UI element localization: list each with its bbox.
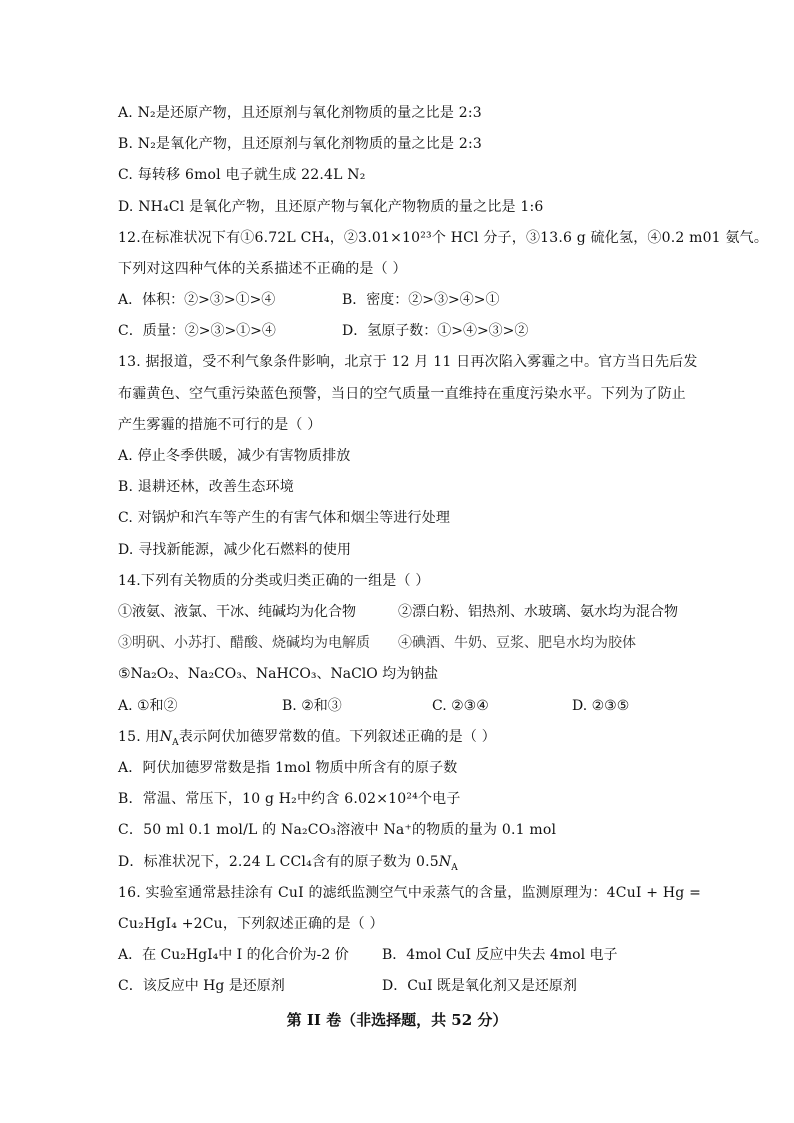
q15-option-b: B．常温、常压下，10 g H₂中约含 6.02×10²⁴个电子: [118, 791, 461, 807]
q12-option-c: C．质量：②>③>①>④: [118, 323, 276, 339]
q15-option-d: [118, 853, 458, 871]
q12-stem-line1: 12.在标准状况下有①6.72L CH₄，②3.01×10²³个 HCl 分子，③13.6 g 硫化氢，④0.2 m01 氨气。: [118, 230, 769, 246]
q16-option-d: D．CuI 既是氧化剂又是还原剂: [382, 978, 577, 994]
q13-stem-line1: 13. 据报道，受不利气象条件影响，北京于 12 月 11 日再次陷入雾霾之中。官方当日先后发: [118, 354, 698, 370]
q14-option-a: A. ①和②: [118, 698, 178, 714]
q14-stem: 14.下列有关物质的分类或归类正确的一组是（ ）: [118, 573, 430, 589]
q15-stem-na-subscript: A: [172, 737, 179, 748]
q14-item-1: ①液氨、液氯、干冰、纯碱均为化合物: [118, 604, 356, 620]
q14-item-3: ③明矾、小苏打、醋酸、烧碱均为电解质: [118, 635, 370, 651]
q14-item-4: ④碘酒、牛奶、豆浆、肥皂水均为胶体: [398, 635, 636, 651]
q13-option-c: C. 对锅炉和汽车等产生的有害气体和烟尘等进行处理: [118, 510, 451, 526]
q14-option-d: D. ②③⑤: [572, 698, 630, 714]
q16-option-b: B．4mol CuI 反应中失去 4mol 电子: [382, 947, 618, 963]
q15-stem: [118, 728, 496, 746]
q12-option-b: B．密度：②>③>④>①: [342, 292, 500, 308]
q16-stem-line2: Cu₂HgI₄ +2Cu，下列叙述正确的是（ ）: [118, 916, 384, 932]
q13-option-d: D. 寻找新能源，减少化石燃料的使用: [118, 542, 352, 558]
q14-option-c: C. ②③④: [432, 698, 489, 714]
q13-stem-line3: 产生雾霾的措施不可行的是（ ）: [118, 417, 322, 433]
q15-option-d-text: D．标准状况下，2.24 L CCl₄含有的原子数为 0.5: [118, 854, 439, 870]
q16-stem-line1: 16. 实验室通常悬挂涂有 CuI 的滤纸监测空气中汞蒸气的含量，监测原理为：4CuI + Hg =: [118, 885, 702, 901]
q11-option-b: B. N₂是氧化产物，且还原剂与氧化剂物质的量之比是 2:3: [118, 136, 483, 152]
q11-option-a: A. N₂是还原产物，且还原剂与氧化剂物质的量之比是 2:3: [118, 105, 482, 121]
section-title: 第 II 卷（非选择题，共 52 分）: [286, 1011, 508, 1029]
q15-option-d-na-subscript: A: [451, 862, 458, 873]
q15-stem-na-symbol: N: [159, 729, 173, 745]
q14-option-b: B. ②和③: [282, 698, 342, 714]
q15-stem-prefix: 15. 用: [118, 729, 160, 745]
q12-option-d: D．氢原子数：①>④>③>②: [342, 323, 529, 339]
q15-option-c: C．50 ml 0.1 mol/L 的 Na₂CO₃溶液中 Na⁺的物质的量为 0.1 mol: [118, 822, 557, 838]
q15-option-a: A．阿伏加德罗常数是指 1mol 物质中所含有的原子数: [118, 760, 458, 776]
q14-item-2: ②漂白粉、铝热剂、水玻璃、氨水均为混合物: [398, 604, 678, 620]
q13-option-a: A. 停止冬季供暖，减少有害物质排放: [118, 448, 351, 464]
q15-option-d-na-symbol: N: [438, 854, 452, 870]
q16-option-c: C．该反应中 Hg 是还原剂: [118, 978, 285, 994]
q11-option-d: D. NH₄Cl 是氧化产物，且还原产物与氧化产物物质的量之比是 1:6: [118, 199, 544, 215]
q14-item-5: ⑤Na₂O₂、Na₂CO₃、NaHCO₃、NaClO 均为钠盐: [118, 666, 439, 682]
q13-option-b: B. 退耕还林，改善生态环境: [118, 479, 294, 495]
q13-stem-line2: 布霾黄色、空气重污染蓝色预警，当日的空气质量一直维持在重度污染水平。下列为了防止: [118, 386, 686, 402]
q15-stem-suffix: 表示阿伏加德罗常数的值。下列叙述正确的是（ ）: [178, 729, 496, 745]
q11-option-c: C. 每转移 6mol 电子就生成 22.4L N₂: [118, 167, 366, 183]
q16-option-a: A．在 Cu₂HgI₄中 I 的化合价为-2 价: [118, 947, 349, 963]
q12-option-a: A．体积：②>③>①>④: [118, 292, 276, 308]
q12-stem-line2: 下列对这四种气体的关系描述不正确的是（ ）: [118, 261, 407, 277]
